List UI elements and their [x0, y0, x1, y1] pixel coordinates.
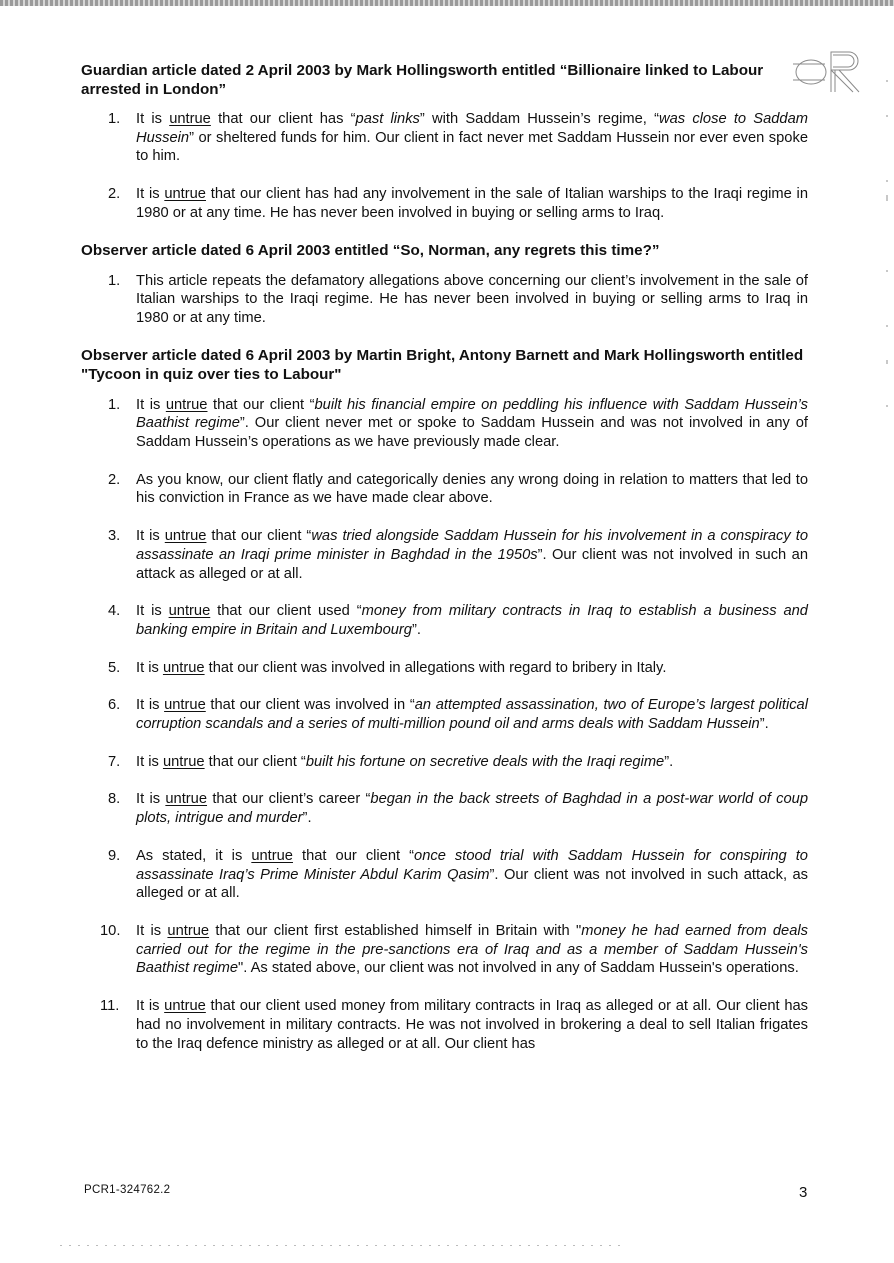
list-item	[81, 753, 808, 772]
document-body	[81, 61, 808, 1072]
item-text	[136, 791, 808, 826]
item-number: 1.	[108, 396, 121, 413]
emphasis-untrue: untrue	[164, 528, 207, 545]
allegation-list	[81, 272, 808, 328]
emphasis-untrue: untrue	[165, 396, 208, 413]
item-number: 4.	[108, 603, 121, 620]
text-run: As stated, it is	[136, 847, 252, 864]
document-reference: PCR1-324762.2	[84, 1184, 171, 1196]
section-observer-article-regrets	[81, 241, 808, 328]
quoted-allegation: began in the back streets of Baghdad in a post-war world of coup plots, intrigue and murder	[136, 791, 808, 827]
item-text	[136, 848, 808, 901]
item-text	[136, 998, 808, 1051]
text-run: that our client has had any involvement in the sale of Italian warships to the Iraqi regime in 1980 or at any time. He has never been involved in buying or selling arms to Iraq.	[136, 186, 808, 221]
item-number: 3.	[108, 528, 121, 545]
list-item	[81, 272, 808, 328]
list-item	[81, 110, 808, 166]
text-run: that our client was involved in “	[205, 697, 415, 714]
item-text	[136, 111, 808, 164]
emphasis-untrue: untrue	[168, 603, 211, 620]
item-number: 5.	[108, 659, 121, 676]
text-run: ”.	[302, 810, 312, 827]
text-run: It is	[136, 998, 165, 1015]
emphasis-untrue: untrue	[251, 847, 293, 864]
item-text	[136, 472, 808, 507]
item-text	[136, 754, 673, 770]
emphasis-untrue: untrue	[167, 922, 210, 939]
text-run: It is	[136, 922, 168, 939]
text-run: It is	[136, 659, 163, 676]
quoted-allegation: was close to Saddam Hussein	[136, 111, 808, 146]
text-run: that our client “	[292, 847, 415, 864]
list-item	[81, 659, 808, 678]
text-run: It is	[136, 753, 163, 770]
text-run: It is	[136, 186, 165, 203]
allegation-list	[81, 110, 808, 223]
list-item	[81, 396, 808, 452]
item-text	[136, 397, 808, 450]
item-text	[136, 528, 808, 581]
text-run: ". As stated above, our client was not involved in any of Saddam Hussein's operations.	[238, 960, 799, 977]
text-run: that our client “	[204, 753, 306, 770]
text-run: As you know, our client flatly and categorically denies any wrong doing in relation to matters that led to his conviction in France as we have made clear above.	[136, 471, 808, 507]
section-guardian-article	[81, 61, 808, 223]
text-run: It is	[136, 603, 169, 620]
item-number: 2.	[108, 186, 121, 203]
quoted-allegation: money from military contracts in Iraq to establish a business and banking empire in Britain and Luxembourg	[136, 603, 808, 638]
item-number: 1.	[108, 272, 121, 289]
list-item	[81, 471, 808, 508]
item-text	[136, 660, 666, 676]
emphasis-untrue: untrue	[164, 697, 206, 714]
scan-margin-marks	[886, 60, 889, 420]
scan-bottom-marks	[60, 1245, 620, 1246]
text-run: that our client’s career “	[207, 791, 371, 808]
list-item	[81, 847, 808, 903]
list-item	[81, 527, 808, 583]
text-run: ”. Our client never met or spoke to Saddam Hussein and was not involved in any of Saddam Hussein’s operations as we have previously made clear.	[136, 415, 809, 451]
item-number: 8.	[108, 791, 121, 808]
text-run: This article repeats the defamatory allegations above concerning our client’s involvement in the sale of Italian warships to the Iraqi regime. He has never been involved in buying or selling arms to Iraq in 1980 or at any time.	[136, 272, 808, 326]
text-run: ”. Our client was not involved in such an attack as alleged or at all.	[136, 546, 808, 582]
text-run: It is	[136, 791, 166, 808]
text-run: ” with Saddam Hussein’s regime, “	[419, 111, 659, 127]
quoted-allegation: money he had earned from deals carried out for the regime in the pre-sanctions era of Iraq and as a member of Saddam Hussein's Baathist regime	[136, 922, 808, 977]
text-run: It is	[136, 697, 165, 714]
item-number: 7.	[108, 753, 121, 770]
item-number: 2.	[108, 471, 121, 488]
quoted-allegation: an attempted assassination, two of Europe’s largest political corruption scandals and a series of multi-million pound oil and arms deals with Saddam Hussein	[136, 697, 808, 733]
item-number: 6.	[108, 697, 121, 714]
list-item	[81, 185, 808, 222]
text-run: ”. Our client was not involved in such attack, as alleged or at all.	[136, 866, 808, 902]
section-heading: Observer article dated 6 April 2003 entitled “So, Norman, any regrets this time?”	[81, 241, 660, 259]
text-run: It is	[136, 111, 170, 127]
quoted-allegation: once stood trial with Saddam Hussein for conspiring to assassinate Iraq’s Prime Minister Abdul Karim Qasim	[136, 847, 808, 883]
item-number: 9.	[108, 847, 121, 864]
text-run: that our client used money from military contracts in Iraq as alleged or at all. Our client has had no involvement in military contracts. He was not involved in brokering a deal to sell Italian frigates to the Iraq defence ministry as alleged or at all. Our client has	[136, 998, 808, 1052]
page-number: 3	[799, 1184, 808, 1201]
item-text	[136, 186, 808, 221]
text-run: ”.	[759, 716, 769, 733]
emphasis-untrue: untrue	[165, 791, 208, 808]
text-run: that our client was involved in allegations with regard to bribery in Italy.	[204, 659, 667, 676]
item-text	[136, 923, 808, 976]
allegation-list	[81, 396, 808, 1054]
item-number: 1.	[108, 111, 121, 127]
text-run: that our client first established himself in Britain with "	[209, 922, 582, 939]
quoted-allegation: was tried alongside Saddam Hussein for his involvement in a conspiracy to assassinate an Iraqi prime minister in Baghdad in the 1950s	[136, 528, 808, 563]
section-heading: Observer article dated 6 April 2003 by Martin Bright, Antony Barnett and Mark Hollingsworth entitled "Tycoon in quiz over ties to Labour"	[81, 346, 804, 383]
emphasis-untrue: untrue	[164, 186, 206, 203]
section-observer-article-tycoon	[81, 346, 808, 1054]
text-run: ”.	[411, 621, 421, 638]
item-text	[136, 697, 808, 732]
emphasis-untrue: untrue	[162, 753, 205, 770]
text-run: that our client “	[207, 396, 315, 413]
quoted-allegation: past links	[355, 111, 420, 127]
scan-top-edge	[0, 0, 894, 6]
text-run: It is	[136, 396, 166, 413]
text-run: ” or sheltered funds for him. Our client in fact never met Saddam Hussein nor ever even spoke to him.	[136, 129, 808, 165]
text-run: that our client has “	[210, 111, 356, 127]
item-number: 11.	[100, 998, 120, 1015]
text-run: ”.	[664, 753, 674, 770]
quoted-allegation: built his fortune on secretive deals with the Iraqi regime	[305, 753, 665, 770]
item-text	[136, 273, 808, 326]
list-item	[81, 790, 808, 827]
quoted-allegation: built his financial empire on peddling his influence with Saddam Hussein’s Baathist regime	[136, 396, 808, 432]
emphasis-untrue: untrue	[169, 111, 211, 127]
list-item	[81, 922, 808, 978]
text-run: that our client “	[206, 528, 312, 545]
emphasis-untrue: untrue	[164, 998, 206, 1015]
section-heading: Guardian article dated 2 April 2003 by Mark Hollingsworth entitled “Billionaire linked to Labour arrested in London”	[81, 62, 764, 98]
list-item	[81, 696, 808, 733]
text-run: that our client used “	[210, 603, 362, 620]
emphasis-untrue: untrue	[162, 659, 205, 676]
list-item	[81, 602, 808, 639]
text-run: It is	[136, 528, 165, 545]
list-item	[81, 997, 808, 1053]
item-number: 10.	[100, 922, 121, 939]
item-text	[136, 603, 808, 638]
